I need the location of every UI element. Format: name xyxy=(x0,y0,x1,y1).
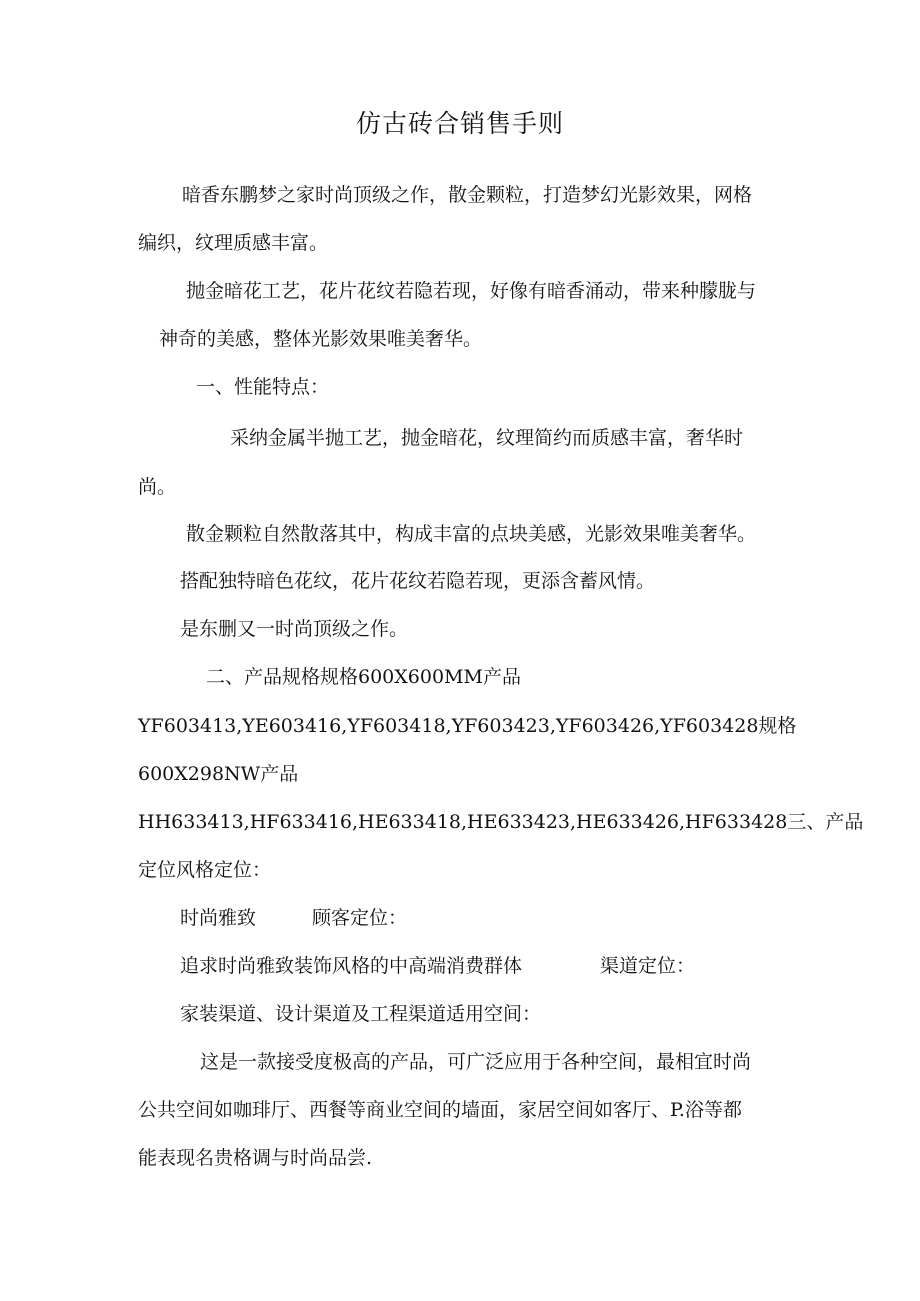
feature-1-line-1: 采纳金属半抛工艺，抛金暗花，纹理简约而质感丰富，奢华时 xyxy=(230,427,744,449)
product-spec-line-2: 600X298NW产品 xyxy=(138,763,299,785)
document-title: 仿古砖合销售手则 xyxy=(355,109,564,138)
feature-4: 是东删又一时尚顶级之作。 xyxy=(180,618,409,640)
channel-label: 渠道定位： xyxy=(600,955,696,977)
customer-and-channel-line xyxy=(180,951,695,981)
style-positioning-label: 定位风格定位： xyxy=(138,859,272,881)
customer-value: 追求时尚雅致装饰风格的中高端消费群体 xyxy=(180,955,523,977)
intro-paragraph-1-line-2: 编织，纹理质感丰富。 xyxy=(138,232,329,254)
space-description-line-3: 能表现名贵格调与时尚品尝. xyxy=(138,1147,373,1169)
feature-1-line-2: 尚。 xyxy=(138,476,177,498)
product-codes-line-3: HH633413,HF633416,HE633418,HE633423,HE633426,HF633428三、产品 xyxy=(138,811,864,833)
intro-paragraph-2-line-1: 抛金暗花工艺，花片花纹若隐若现，好像有暗香涌动，带来种朦胧与 xyxy=(186,280,757,302)
intro-paragraph-2-line-2: 神奇的美感，整体光影效果唯美奢华。 xyxy=(159,328,483,350)
style-and-customer-line xyxy=(180,903,407,933)
style-value: 时尚雅致 xyxy=(180,907,257,929)
section-1-heading: 一、性能特点： xyxy=(196,376,330,398)
feature-3: 搭配独特暗色花纹，花片花纹若隐若现，更添含蓄风情。 xyxy=(180,570,656,592)
intro-paragraph-1-line-1: 暗香东鹏梦之家时尚顶级之作，散金颗粒，打造梦幻光影效果，网格 xyxy=(182,184,753,206)
section-2-heading: 二、产品规格规格600X600MM产品 xyxy=(206,666,521,688)
customer-label: 顾客定位： xyxy=(312,907,408,929)
feature-2: 散金颗粒自然散落其中，构成丰富的点块美感，光影效果唯美奢华。 xyxy=(186,523,757,545)
space-description-line-2: 公共空间如咖琲厅、西餐等商业空间的墙面，家居空间如客厅、P.浴等都 xyxy=(138,1099,742,1121)
product-codes-line-1: YF603413,YE603416,YF603418,YF603423,YF603426,YF603428规格 xyxy=(138,715,797,737)
space-description-line-1: 这是一款接受度极高的产品，可广泛应用于各种空间，最相宜时尚 xyxy=(200,1051,752,1073)
channel-value: 家装渠道、设计渠道及工程渠道适用空间： xyxy=(180,1003,542,1025)
